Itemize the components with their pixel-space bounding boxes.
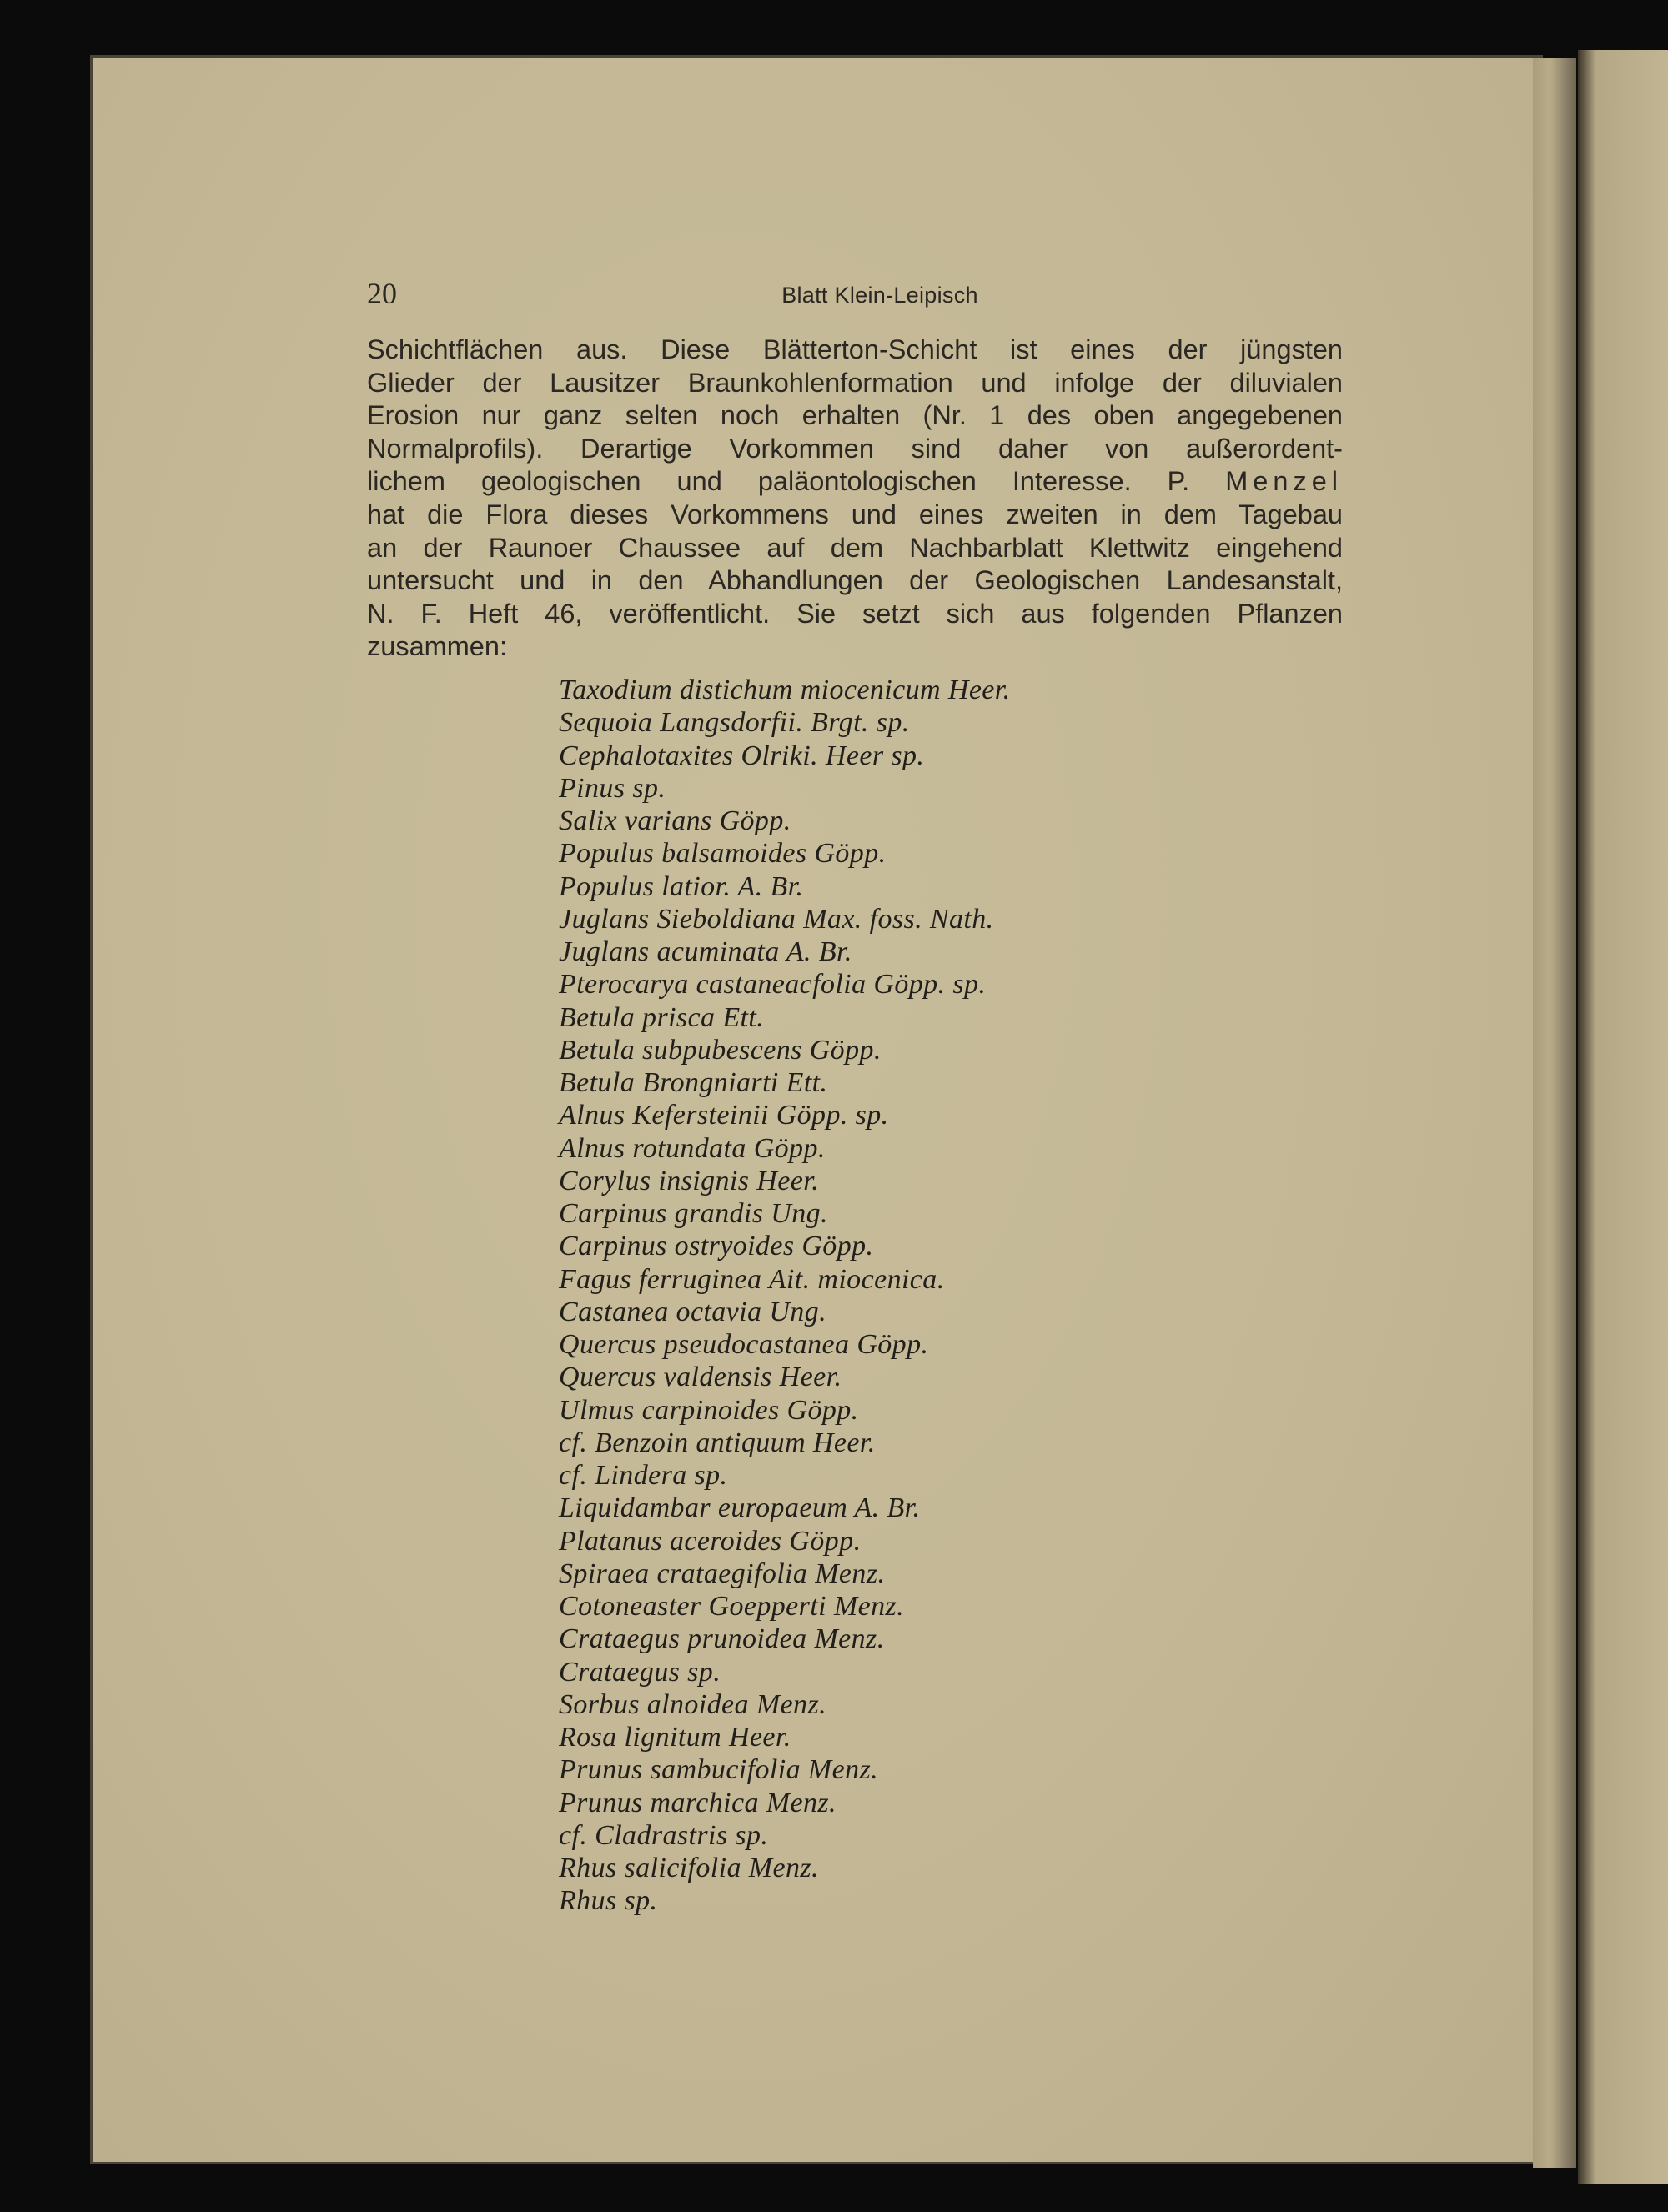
species-list (559, 674, 1011, 1918)
species-item: Prunus marchica Menz. (559, 1787, 837, 1818)
species-item: Quercus pseudocastanea Göpp. (559, 1329, 929, 1360)
species-item: Castanea octavia Ung. (559, 1296, 826, 1327)
species-item: Carpinus grandis Ung. (559, 1198, 828, 1229)
species-item: Rhus sp. (559, 1885, 658, 1917)
body-line: Schichtflächen aus. Diese Blätterton-Schicht ist eines der jüngsten (367, 334, 1343, 364)
page-number: 20 (367, 277, 397, 310)
species-item: Pinus sp. (559, 772, 666, 804)
species-item: Fagus ferruginea Ait. miocenica. (559, 1263, 945, 1295)
species-item: Juglans acuminata A. Br. (559, 936, 852, 967)
species-item: Ulmus carpinoides Göpp. (559, 1394, 859, 1426)
species-item: Populus balsamoides Göpp. (559, 838, 887, 870)
species-item: Corylus insignis Heer. (559, 1165, 819, 1196)
species-item: Populus latior. A. Br. (559, 870, 804, 902)
species-item: Liquidambar europaeum A. Br. (559, 1492, 921, 1524)
body-line: hat die Flora dieses Vorkommens und eines zweiten in dem Tagebau (367, 499, 1343, 529)
body-line: zusammen: (367, 631, 507, 662)
species-item: cf. Benzoin antiquum Heer. (559, 1427, 876, 1458)
species-item: Rosa lignitum Heer. (559, 1722, 791, 1753)
species-item: Juglans Sieboldiana Max. foss. Nath. (559, 903, 994, 935)
body-line: untersucht und in den Abhandlungen der Geologischen Landesanstalt, (367, 565, 1343, 596)
species-item: Salix varians Göpp. (559, 805, 791, 836)
running-title: Blatt Klein-Leipisch (781, 283, 978, 308)
body-line-text: lichem geologischen und paläontologischen Interesse. P. (367, 466, 1190, 497)
species-item: cf. Cladrastris sp. (559, 1819, 769, 1851)
species-item: cf. Lindera sp. (559, 1460, 728, 1491)
species-item: Taxodium distichum miocenicum Heer. (559, 675, 1011, 705)
author-name: Menzel (1225, 466, 1344, 497)
next-page-edge (1578, 50, 1668, 2184)
species-item: Alnus Kefersteinii Göpp. sp. (559, 1100, 889, 1131)
species-item: Alnus rotundata Göpp. (559, 1132, 826, 1164)
body-line-with-author (367, 465, 1343, 499)
body-line: an der Raunoer Chaussee auf dem Nachbarblatt Klettwitz eingehend (367, 532, 1343, 563)
species-item: Betula Brongniarti Ett. (559, 1067, 828, 1098)
species-item: Quercus valdensis Heer. (559, 1362, 842, 1393)
page-gutter (1533, 58, 1576, 2168)
species-item: Betula prisca Ett. (559, 1001, 765, 1033)
species-item: Spiraea crataegifolia Menz. (559, 1557, 886, 1589)
species-item: Sequoia Langsdorfii. Brgt. sp. (559, 707, 910, 739)
species-item: Carpinus ostryoides Göpp. (559, 1231, 874, 1262)
species-item: Sorbus alnoidea Menz. (559, 1688, 826, 1720)
running-head (367, 275, 1343, 312)
body-line: Normalprofils). Derartige Vorkommen sind daher von außerordent- (367, 433, 1343, 464)
species-item: Pterocarya castaneacfolia Göpp. sp. (559, 969, 987, 1001)
body-paragraph (367, 334, 1343, 664)
species-item: Betula subpubescens Göpp. (559, 1034, 882, 1066)
body-line: Glieder der Lausitzer Braunkohlenformation und infolge der diluvialen (367, 367, 1343, 398)
species-item: Crataegus prunoidea Menz. (559, 1623, 885, 1655)
body-line: N. F. Heft 46, veröffentlicht. Sie setzt sich aus folgenden Pflanzen (367, 598, 1343, 629)
species-item: Cotoneaster Goepperti Menz. (559, 1591, 905, 1622)
species-item: Cephalotaxites Olriki. Heer sp. (559, 740, 925, 771)
species-item: Crataegus sp. (559, 1656, 721, 1688)
species-item: Platanus aceroides Göpp. (559, 1525, 862, 1557)
species-item: Prunus sambucifolia Menz. (559, 1754, 879, 1786)
species-item: Rhus salicifolia Menz. (559, 1853, 819, 1883)
body-line: Erosion nur ganz selten noch erhalten (Nr. 1 des oben angegebenen (367, 400, 1343, 431)
